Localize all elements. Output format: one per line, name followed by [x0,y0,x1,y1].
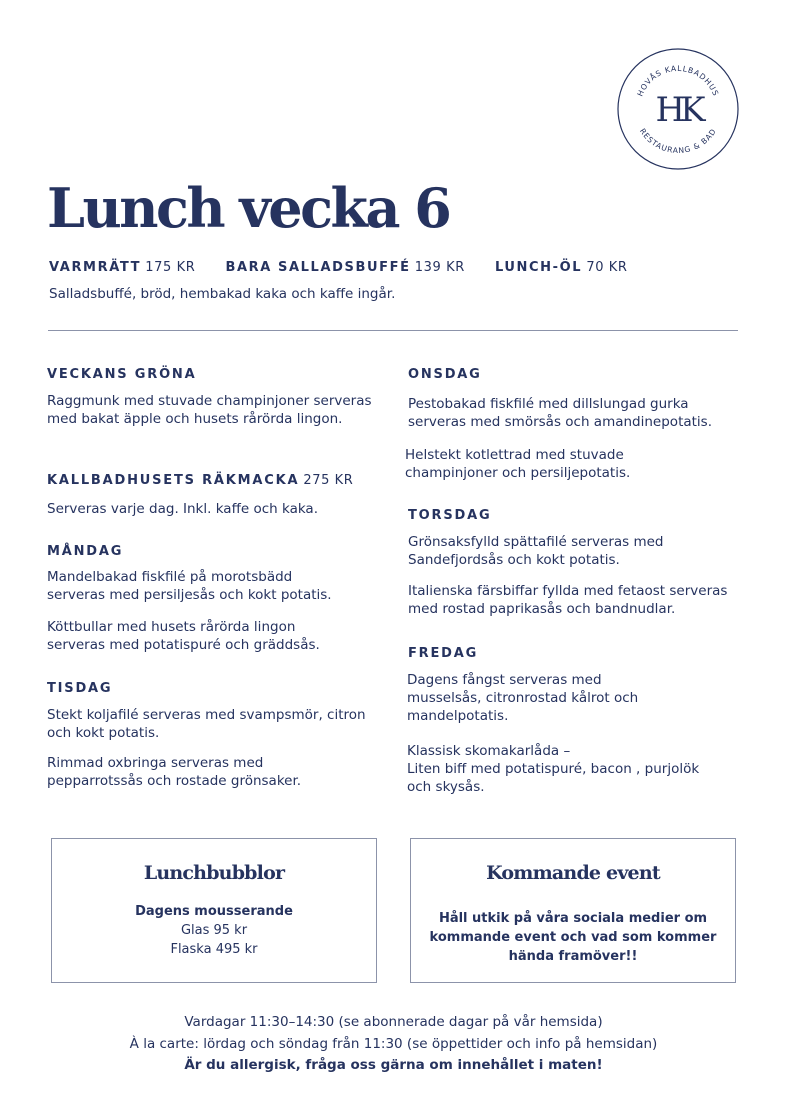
divider [48,330,738,331]
box-subtitle: Dagens mousserande [135,904,293,919]
dish-line: champinjoner och persiljepotatis. [405,465,631,481]
price-label: LUNCH-ÖL [494,260,583,275]
box-line: Flaska 495 kr [170,942,258,957]
footer-hours: Vardagar 11:30–14:30 (se abonnerade dagar på vår hemsida) [184,1014,603,1030]
day-heading-friday: FREDAG [408,646,479,661]
dish-line: och kokt potatis. [47,725,160,741]
dish-wednesday-1 [408,395,712,431]
price-row [49,258,654,278]
upcoming-events-box [410,838,736,983]
section-heading-green: VECKANS GRÖNA [47,367,197,382]
logo-monogram: HK [655,90,701,130]
dish-thursday-1 [408,533,664,569]
dish-green [47,392,372,428]
day-heading-thursday: TORSDAG [408,508,492,523]
dish-line: Serveras varje dag. Inkl. kaffe och kaka. [47,501,318,517]
day-heading-wednesday: ONSDAG [408,367,482,382]
included-note: Salladsbuffé, bröd, hembakad kaka och kaffe ingår. [49,286,396,302]
dish-line: Grönsaksfylld spättafilé serveras med [408,534,664,550]
section-heading-shrimp [47,472,353,490]
dish-line: Liten biff med potatispuré, bacon , purjolök [407,761,700,777]
page-title: Lunch vecka 6 [47,176,450,240]
dish-line: pepparrotssås och rostade grönsaker. [47,773,302,789]
day-heading-monday: MÅNDAG [47,544,124,559]
dish-friday-2 [407,742,699,796]
price-amount: 139 KR [414,260,465,275]
dish-tuesday-2 [47,754,301,790]
dish-thursday-2 [408,582,727,618]
dish-line: musselsås, citronrostad kålrot och [407,690,639,706]
dish-line: Mandelbakad fiskfilé på morotsbädd [47,569,293,585]
box-body [52,902,376,959]
box-title: Kommande event [486,862,660,884]
dish-line: serveras med persiljesås och kokt potatis. [47,587,332,603]
dish-line: Sandefjordsås och kokt potatis. [408,552,620,568]
box-line: hända framöver!! [508,949,638,964]
dish-line: med bakat äpple och husets rårörda lingon. [47,411,343,427]
dish-line: Raggmunk med stuvade champinjoner serveras [47,393,372,409]
day-heading-tuesday: TISDAG [47,681,113,696]
box-line: Håll utkik på våra sociala medier om [438,911,708,926]
dish-line: Köttbullar med husets rårörda lingon [47,619,296,635]
dish-line: serveras med potatispuré och gräddsås. [47,637,320,653]
box-title: Lunchbubblor [143,862,285,884]
lunch-bubbles-box [51,838,377,983]
restaurant-logo [617,48,739,170]
dish-line: Rimmad oxbringa serveras med [47,755,264,771]
dish-line: Klassisk skomakarlåda – [407,743,571,759]
footer-a-la-carte: À la carte: lördag och söndag från 11:30 (se öppettider och info på hemsidan) [129,1036,658,1052]
dish-line: Italienska färsbiffar fyllda med fetaost serveras [408,583,728,599]
dish-line: Dagens fångst serveras med [407,672,602,688]
dish-shrimp [47,500,318,518]
dish-line: Stekt koljafilé serveras med svampsmör, citron [47,707,366,723]
dish-friday-1 [407,671,638,725]
logo-arc-top-text: HOVÅS KALLBADHUS [635,63,721,98]
dish-monday-1 [47,568,332,604]
dish-monday-2 [47,618,320,654]
dish-tuesday-1 [47,706,366,742]
dish-line: serveras med smörsås och amandinepotatis. [408,414,713,430]
box-body [411,909,735,966]
dish-line: mandelpotatis. [407,708,509,724]
logo-arc-bottom-text: RESTAURANG & BAD [637,126,719,156]
dish-line: med rostad paprikasås och bandnudlar. [408,601,676,617]
box-line: Glas 95 kr [180,923,248,938]
price-label: BARA SALLADSBUFFÉ [225,260,411,275]
shrimp-label: KALLBADHUSETS RÄKMACKA [47,473,300,488]
dish-line: Helstekt kotlettrad med stuvade [405,447,624,463]
dish-wednesday-2 [405,446,630,482]
price-amount: 70 KR [586,260,628,275]
box-line: kommande event och vad som kommer [429,930,717,945]
price-label: VARMRÄTT [49,260,142,275]
shrimp-price: 275 KR [303,473,354,488]
price-amount: 175 KR [145,260,196,275]
footer-allergy-note: Är du allergisk, fråga oss gärna om innehållet i maten! [184,1057,603,1073]
dish-line: och skysås. [407,779,485,795]
dish-line: Pestobakad fiskfilé med dillslungad gurka [408,396,689,412]
